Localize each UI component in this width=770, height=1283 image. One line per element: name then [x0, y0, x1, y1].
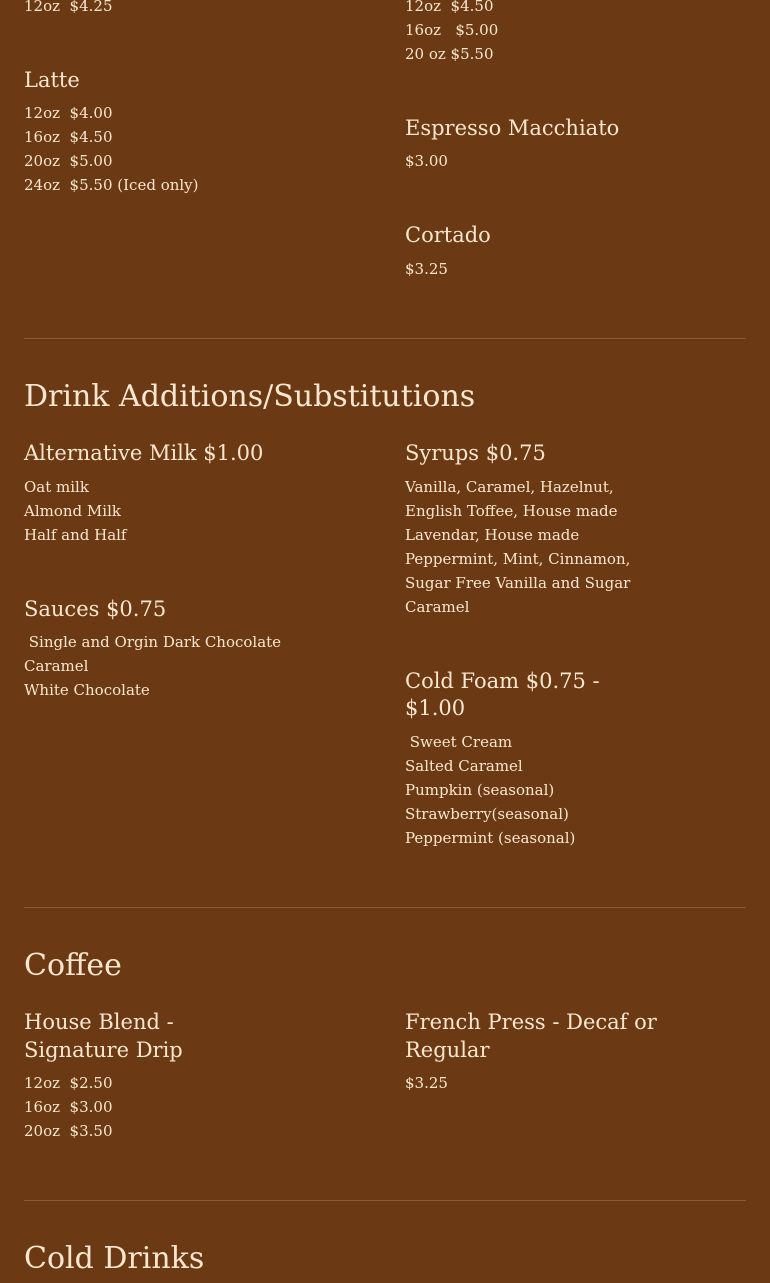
top-left-price-line: 12oz $4.25 [24, 0, 113, 15]
section-divider [24, 1200, 746, 1201]
house-blend-price-line: 12oz $2.50 [24, 1074, 113, 1092]
top-right-price-line: 16oz $5.00 [405, 21, 499, 39]
espresso-macchiato-price: $3.00 [405, 152, 448, 170]
syrups-option-line: Vanilla, Caramel, Hazelnut, [405, 478, 614, 496]
section-divider [24, 907, 746, 908]
cold-foam-option: Sweet Cream [405, 733, 513, 751]
cortado-title: Cortado [405, 223, 491, 247]
cold-foam-option: Strawberry(seasonal) [405, 805, 569, 823]
cold-foam-option: Salted Caramel [405, 757, 523, 775]
syrups-option-line: Lavendar, House made [405, 526, 580, 544]
latte-price-line: 20oz $5.00 [24, 152, 113, 170]
house-blend-title-line: Signature Drip [24, 1038, 183, 1062]
latte-price-line: 12oz $4.00 [24, 104, 113, 122]
french-press-title-line: French Press - Decaf or [405, 1010, 657, 1034]
coffee-section-title: Coffee [24, 948, 122, 983]
sauces-title: Sauces $0.75 [24, 597, 167, 621]
cold-foam-option: Pumpkin (seasonal) [405, 781, 555, 799]
french-press-price: $3.25 [405, 1074, 448, 1092]
alternative-milk-option: Almond Milk [24, 502, 121, 520]
syrups-option-line: Sugar Free Vanilla and Sugar [405, 574, 631, 592]
cortado-price: $3.25 [405, 260, 448, 278]
house-blend-title-line: House Blend - [24, 1010, 174, 1034]
alternative-milk-title: Alternative Milk $1.00 [24, 441, 264, 465]
drink-additions-section-title: Drink Additions/Substitutions [24, 379, 476, 414]
latte-title: Latte [24, 68, 80, 92]
alternative-milk-option: Oat milk [24, 478, 89, 496]
latte-price-line: 24oz $5.50 (Iced only) [24, 176, 199, 194]
section-divider [24, 338, 746, 339]
syrups-title: Syrups $0.75 [405, 441, 546, 465]
sauces-option-line: Caramel [24, 657, 89, 675]
cold-foam-title-line: $1.00 [405, 696, 466, 720]
top-right-price-line: 12oz $4.50 [405, 0, 494, 15]
syrups-option-line: English Toffee, House made [405, 502, 618, 520]
sauces-option-line: White Chocolate [24, 681, 150, 699]
house-blend-price-line: 16oz $3.00 [24, 1098, 113, 1116]
cold-foam-title-line: Cold Foam $0.75 - [405, 669, 600, 693]
alternative-milk-option: Half and Half [24, 526, 127, 544]
syrups-option-line: Peppermint, Mint, Cinnamon, [405, 550, 631, 568]
espresso-macchiato-title: Espresso Macchiato [405, 116, 620, 140]
cold-drinks-section-title: Cold Drinks [24, 1241, 205, 1276]
french-press-title-line: Regular [405, 1038, 490, 1062]
sauces-option-line: Single and Orgin Dark Chocolate [24, 633, 282, 651]
syrups-option-line: Caramel [405, 598, 470, 616]
top-right-price-line: 20 oz $5.50 [405, 45, 494, 63]
house-blend-price-line: 20oz $3.50 [24, 1122, 113, 1140]
cold-foam-option: Peppermint (seasonal) [405, 829, 576, 847]
latte-price-line: 16oz $4.50 [24, 128, 113, 146]
